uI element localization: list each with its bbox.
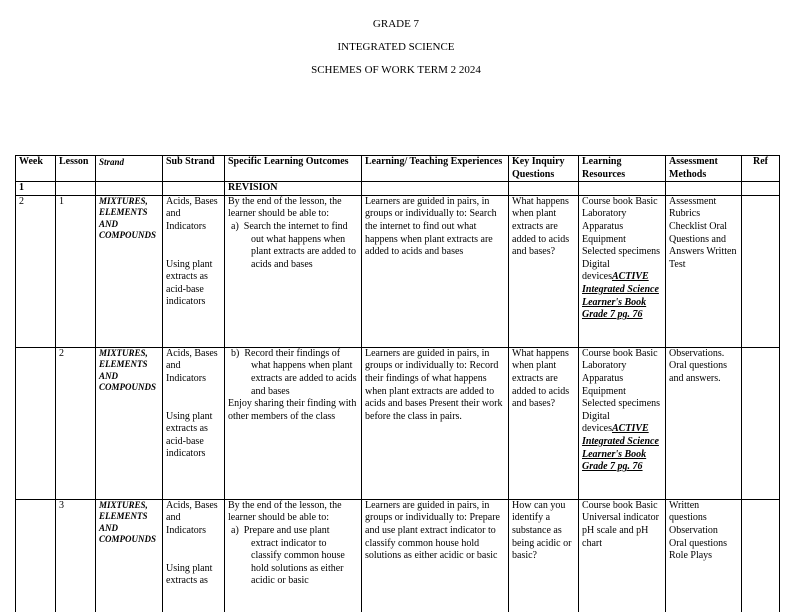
table-row xyxy=(16,195,780,347)
book-reference: ACTIVE Integrated Science Learner's Book Grade 7 pg. 76 xyxy=(582,271,659,321)
resources: Course book Basic Universal indicator pH scale and pH chart xyxy=(582,499,659,549)
col-outcomes: Specific Learning Outcomes xyxy=(225,156,362,182)
sub-strand-detail: Using plant extracts as acid-base indicators xyxy=(166,410,213,460)
outcomes-cell xyxy=(225,195,362,347)
col-week: Week xyxy=(16,156,56,182)
sub-strand-detail: Using plant extracts as acid-base indicators xyxy=(166,258,213,308)
questions-cell: What happens when plant extracts are added to acids and bases? xyxy=(509,195,579,347)
book-reference: ACTIVE Integrated Science Learner's Book Grade 7 pg. 76 xyxy=(582,423,659,473)
outcome-extra: Enjoy sharing their finding with other members of the class xyxy=(228,398,357,422)
table-row xyxy=(16,499,780,612)
week-cell xyxy=(16,499,56,612)
ref-cell xyxy=(742,499,780,612)
revision-label: REVISION xyxy=(225,182,362,196)
doc-grade: GRADE 7 xyxy=(372,18,420,30)
col-questions: Key Inquiry Questions xyxy=(509,156,579,182)
assessment-cell: Assessment Rubrics Checklist Oral Questions and Answers Written Test xyxy=(666,195,742,347)
outcomes-cell xyxy=(225,499,362,612)
outcome: a) Search the internet to find out what happens when plant extracts are added to acids and bases xyxy=(231,220,356,270)
sub-strand-cell xyxy=(163,195,225,347)
outcomes-intro: By the end of the lesson, the learner should be able to: xyxy=(228,195,342,220)
col-lesson: Lesson xyxy=(56,156,96,182)
sub-strand-cell xyxy=(163,499,225,612)
doc-title: SCHEMES OF WORK TERM 2 2024 xyxy=(311,64,481,76)
resources-cell xyxy=(579,499,666,612)
strand-cell: MIXTURES, ELEMENTS AND COMPOUNDS xyxy=(96,347,163,499)
outcomes-intro: By the end of the lesson, the learner should be able to: xyxy=(228,499,342,524)
ref-cell xyxy=(742,195,780,347)
header-row xyxy=(16,156,780,182)
col-resources: Learning Resources xyxy=(579,156,666,182)
schemes-table xyxy=(15,155,780,612)
week-cell xyxy=(16,347,56,499)
questions-cell: What happens when plant extracts are added to acids and bases? xyxy=(509,347,579,499)
sub-strand: Acids, Bases and Indicators xyxy=(166,347,218,384)
week-cell: 1 xyxy=(16,182,56,196)
resources-cell xyxy=(579,347,666,499)
col-experiences: Learning/ Teaching Experiences xyxy=(362,156,509,182)
experiences-cell: Learners are guided in pairs, in groups or individually to: Record their findings of what happens when plant extracts are added to acids and bases Present their work before the class in pairs. xyxy=(362,347,509,499)
questions-cell: How can you identify a substance as being acidic or basic? xyxy=(509,499,579,612)
revision-row xyxy=(16,182,780,196)
resources: Course book Basic Laboratory Apparatus Equipment Selected specimens Digital devices xyxy=(582,195,661,283)
experiences-cell: Learners are guided in pairs, in groups or individually to: Search the internet to find out what happens when plant extracts are added to acids and bases xyxy=(362,195,509,347)
outcomes-cell xyxy=(225,347,362,499)
lesson-cell: 2 xyxy=(56,347,96,499)
strand-cell: MIXTURES, ELEMENTS AND COMPOUNDS xyxy=(96,195,163,347)
week-cell: 2 xyxy=(16,195,56,347)
resources: Course book Basic Laboratory Apparatus Equipment Selected specimens Digital devices xyxy=(582,347,661,435)
assessment-cell: Written questions Observation Oral questions Role Plays xyxy=(666,499,742,612)
col-sub-strand: Sub Strand xyxy=(163,156,225,182)
table-row xyxy=(16,347,780,499)
lesson-cell: 1 xyxy=(56,195,96,347)
sub-strand-cell xyxy=(163,347,225,499)
sub-strand: Acids, Bases and Indicators xyxy=(166,499,218,536)
resources-cell xyxy=(579,195,666,347)
sub-strand-detail: Using plant extracts as xyxy=(166,562,213,587)
experiences-cell: Learners are guided in pairs, in groups or individually to: Prepare and use plant extract indicator to classify common house hold solutions as either acidic or basic xyxy=(362,499,509,612)
assessment-cell: Observations. Oral questions and answers. xyxy=(666,347,742,499)
lesson-cell: 3 xyxy=(56,499,96,612)
ref-cell xyxy=(742,347,780,499)
col-assessment: Assessment Methods xyxy=(666,156,742,182)
strand-cell: MIXTURES, ELEMENTS AND COMPOUNDS xyxy=(96,499,163,612)
col-ref: Ref xyxy=(742,156,780,182)
outcome: b) Record their findings of what happens when plant extracts are added to acids and bases xyxy=(231,347,357,397)
sub-strand: Acids, Bases and Indicators xyxy=(166,195,218,232)
col-strand: Strand xyxy=(96,156,163,182)
outcome: a) Prepare and use plant extract indicator to classify common house hold solutions as either acidic or basic xyxy=(231,524,345,587)
doc-subject: INTEGRATED SCIENCE xyxy=(337,41,455,53)
